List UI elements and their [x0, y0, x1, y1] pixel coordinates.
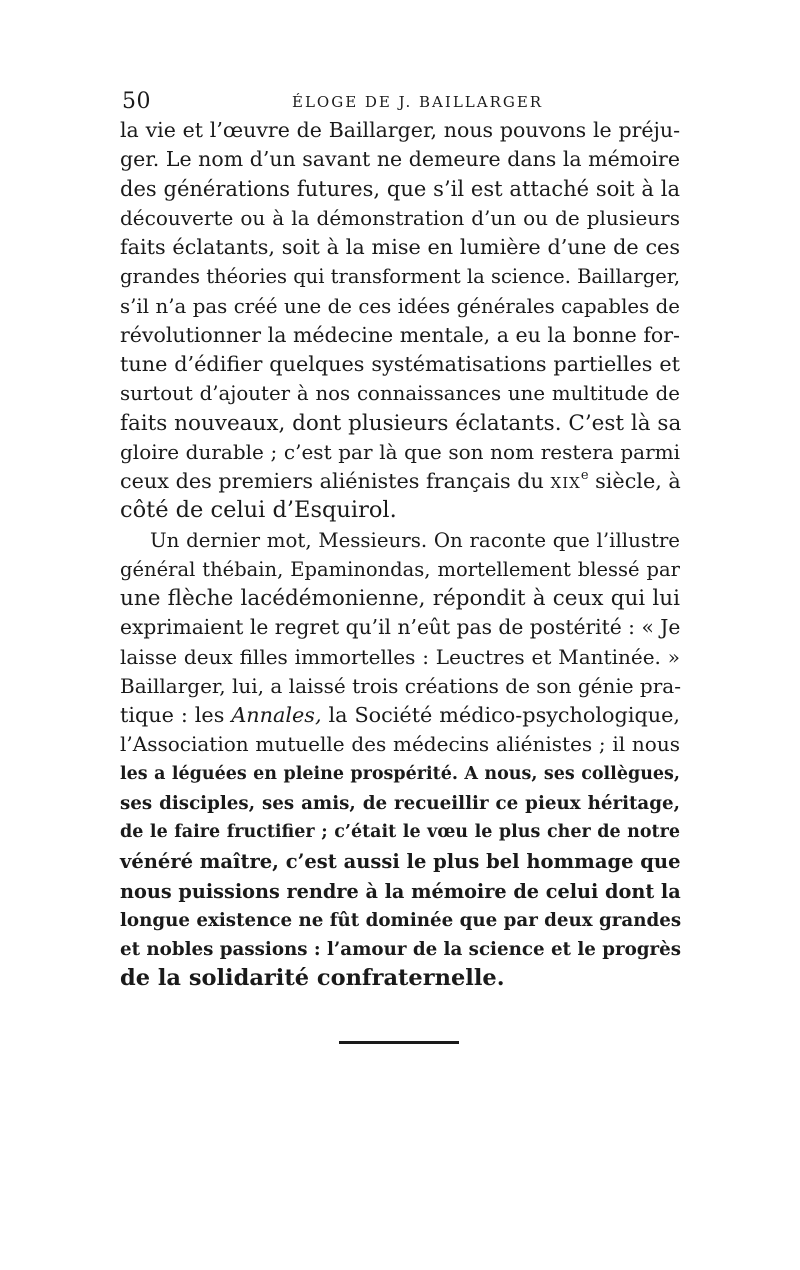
- end-rule: [339, 1041, 459, 1044]
- text-line: une flèche lacédémonienne, répondit à ceux qui lui: [120, 586, 680, 611]
- text-line: gloire durable ; c’est par là que son nom restera parmi: [120, 439, 680, 464]
- text-line: surtout d’ajouter à nos connaissances une multitude de: [120, 382, 680, 406]
- text-line: les a léguées en pleine prospérité. A nous, ses collègues,: [120, 763, 680, 784]
- text-line: Baillarger, lui, a laissé trois créations de son génie pra-: [120, 673, 681, 698]
- journal-title-annales: Annales,: [231, 703, 322, 727]
- text-fragment: siècle, à: [595, 469, 681, 493]
- text-line: découverte ou à la démonstration d’un ou de plusieurs: [120, 205, 680, 230]
- running-head: [122, 88, 680, 116]
- text-line: ger. Le nom d’un savant ne demeure dans la mémoire: [120, 147, 680, 172]
- text-line: général thébain, Epaminondas, mortellement blessé par: [120, 557, 680, 581]
- text-line: ses disciples, ses amis, de recueillir ce pieux héritage,: [120, 792, 680, 814]
- paragraph-start-line: Un dernier mot, Messieurs. On raconte que l’illustre: [150, 528, 680, 552]
- text-fragment: ceux des premiers aliénistes français du: [120, 469, 544, 493]
- running-title: ÉLOGE DE J. BAILLARGER: [292, 93, 544, 111]
- text-line: côté de celui d’Esquirol.: [120, 497, 397, 524]
- page-number: 50: [122, 89, 151, 114]
- text-line: et nobles passions : l’amour de la science et le progrès: [120, 939, 682, 960]
- text-line: exprimaient le regret qu’il n’eût pas de postérité : « Je: [120, 615, 681, 640]
- text-line: s’il n’a pas créé une de ces idées générales capables de: [120, 294, 680, 318]
- text-line: de la solidarité confraternelle.: [120, 965, 505, 992]
- text-line: révolutionner la médecine mentale, a eu la bonne for-: [120, 322, 680, 347]
- text-line: grandes théories qui transforment la science. Baillarger,: [120, 265, 681, 289]
- text-line: tune d’édifier quelques systématisations partielles et: [120, 352, 680, 376]
- century-superscript: e: [580, 468, 589, 483]
- text-line: l’Association mutuelle des médecins aliénistes ; il nous: [120, 732, 680, 757]
- text-line: longue existence ne fût dominée que par deux grandes: [120, 909, 682, 931]
- text-line: la vie et l’œuvre de Baillarger, nous pouvons le préju-: [120, 118, 680, 142]
- text-line-century: [120, 467, 680, 496]
- text-fragment: la Société médico-psychologique,: [328, 703, 680, 727]
- text-line: laisse deux filles immortelles : Leuctres et Mantinée. »: [120, 644, 680, 669]
- body-text: [120, 116, 680, 994]
- text-fragment: tique : les: [120, 703, 225, 727]
- text-line: vénéré maître, c’est aussi le plus bel hommage que: [120, 850, 681, 874]
- text-line: des générations futures, que s’il est attaché soit à la: [120, 176, 680, 201]
- text-line-annales: [120, 701, 680, 730]
- text-line: nous puissions rendre à la mémoire de celui dont la: [120, 879, 681, 903]
- century-numeral: xix: [550, 469, 581, 493]
- text-line: de le faire fructifier ; c’était le vœu le plus cher de notre: [120, 822, 680, 842]
- text-line: faits éclatants, soit à la mise en lumière d’une de ces: [120, 235, 680, 259]
- text-line: faits nouveaux, dont plusieurs éclatants. C’est là sa: [120, 410, 682, 436]
